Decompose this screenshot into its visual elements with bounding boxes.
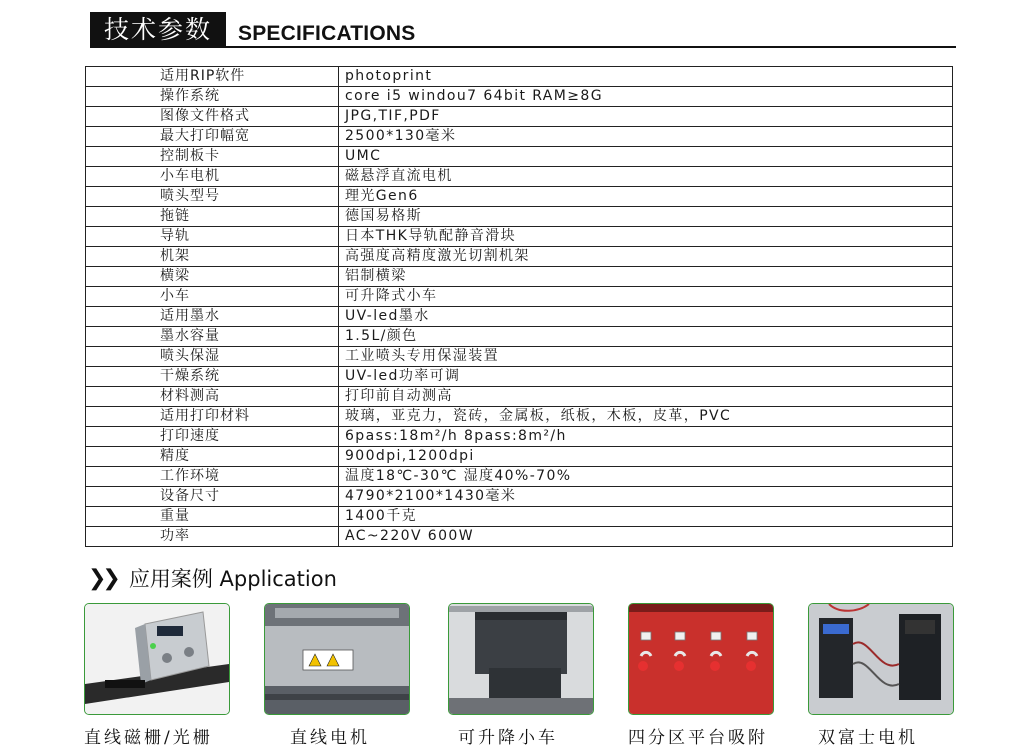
spec-value: 900dpi,1200dpi bbox=[339, 447, 953, 467]
spec-row bbox=[86, 467, 953, 487]
spec-row bbox=[86, 107, 953, 127]
spec-value: 磁悬浮直流电机 bbox=[339, 167, 953, 187]
spec-value: 玻璃，亚克力，瓷砖，金属板，纸板，木板，皮革，PVC bbox=[339, 407, 953, 427]
spec-row bbox=[86, 247, 953, 267]
spec-row bbox=[86, 167, 953, 187]
spec-value: UV-led墨水 bbox=[339, 307, 953, 327]
spec-label: 导轨 bbox=[86, 227, 339, 247]
spec-label: 精度 bbox=[86, 447, 339, 467]
spec-row bbox=[86, 127, 953, 147]
section-title-cn: 技术参数 bbox=[90, 12, 226, 47]
spec-row bbox=[86, 427, 953, 447]
spec-value: 温度18℃-30℃ 湿度40%-70% bbox=[339, 467, 953, 487]
spec-row bbox=[86, 207, 953, 227]
spec-label: 喷头保湿 bbox=[86, 347, 339, 367]
application-caption: 可升降小车 bbox=[458, 728, 558, 748]
spec-label: 拖链 bbox=[86, 207, 339, 227]
spec-row bbox=[86, 267, 953, 287]
spec-value: 6pass:18m²/h 8pass:8m²/h bbox=[339, 427, 953, 447]
spec-label: 适用墨水 bbox=[86, 307, 339, 327]
spec-value: core i5 windou7 64bit RAM≥8G bbox=[339, 87, 953, 107]
section-title-en: SPECIFICATIONS bbox=[238, 22, 416, 45]
spec-row bbox=[86, 487, 953, 507]
spec-value: 1.5L/颜色 bbox=[339, 327, 953, 347]
application-card bbox=[628, 603, 774, 748]
spec-value: 德国易格斯 bbox=[339, 207, 953, 227]
linear-motor-photo bbox=[264, 603, 410, 715]
spec-value: photoprint bbox=[339, 67, 953, 87]
spec-value: 4790*2100*1430毫米 bbox=[339, 487, 953, 507]
spec-row bbox=[86, 227, 953, 247]
fuji-motor-photo bbox=[808, 603, 954, 715]
spec-label: 工作环境 bbox=[86, 467, 339, 487]
spec-label: 干燥系统 bbox=[86, 367, 339, 387]
application-caption: 双富士电机 bbox=[818, 728, 918, 748]
vacuum-platform-photo bbox=[628, 603, 774, 715]
spec-row bbox=[86, 367, 953, 387]
spec-row bbox=[86, 327, 953, 347]
spec-row bbox=[86, 187, 953, 207]
spec-row bbox=[86, 527, 953, 547]
linear-encoder-photo bbox=[84, 603, 230, 715]
application-card bbox=[264, 603, 410, 748]
spec-row bbox=[86, 307, 953, 327]
application-card bbox=[84, 603, 230, 748]
spec-value: UV-led功率可调 bbox=[339, 367, 953, 387]
spec-label: 打印速度 bbox=[86, 427, 339, 447]
spec-label: 设备尺寸 bbox=[86, 487, 339, 507]
spec-value: 理光Gen6 bbox=[339, 187, 953, 207]
application-caption: 直线电机 bbox=[290, 728, 370, 748]
spec-value: 铝制横梁 bbox=[339, 267, 953, 287]
spec-row bbox=[86, 67, 953, 87]
spec-row bbox=[86, 87, 953, 107]
spec-label: 喷头型号 bbox=[86, 187, 339, 207]
spec-value: AC~220V 600W bbox=[339, 527, 953, 547]
spec-label: 机架 bbox=[86, 247, 339, 267]
spec-value: 高强度高精度激光切割机架 bbox=[339, 247, 953, 267]
spec-label: 横梁 bbox=[86, 267, 339, 287]
spec-label: 重量 bbox=[86, 507, 339, 527]
application-heading bbox=[88, 563, 337, 593]
spec-row bbox=[86, 507, 953, 527]
spec-value: 工业喷头专用保湿装置 bbox=[339, 347, 953, 367]
application-gallery bbox=[84, 603, 954, 748]
application-caption: 四分区平台吸附 bbox=[628, 728, 768, 748]
double-chevron-icon: ❯❯ bbox=[88, 565, 117, 591]
spec-value: 打印前自动测高 bbox=[339, 387, 953, 407]
spec-row bbox=[86, 287, 953, 307]
spec-label: 小车 bbox=[86, 287, 339, 307]
specifications-table bbox=[85, 66, 953, 547]
spec-label: 功率 bbox=[86, 527, 339, 547]
lifting-carriage-photo bbox=[448, 603, 594, 715]
spec-label: 图像文件格式 bbox=[86, 107, 339, 127]
spec-row bbox=[86, 387, 953, 407]
application-caption: 直线磁栅/光栅 bbox=[84, 728, 213, 748]
spec-value: 日本THK导轨配静音滑块 bbox=[339, 227, 953, 247]
spec-row bbox=[86, 347, 953, 367]
spec-value: 2500*130毫米 bbox=[339, 127, 953, 147]
spec-label: 适用打印材料 bbox=[86, 407, 339, 427]
application-card bbox=[808, 603, 954, 748]
spec-label: 材料测高 bbox=[86, 387, 339, 407]
spec-label: 小车电机 bbox=[86, 167, 339, 187]
application-title: 应用案例 Application bbox=[128, 567, 337, 591]
spec-row bbox=[86, 447, 953, 467]
application-card bbox=[448, 603, 594, 748]
spec-value: 可升降式小车 bbox=[339, 287, 953, 307]
spec-label: 控制板卡 bbox=[86, 147, 339, 167]
spec-label: 最大打印幅宽 bbox=[86, 127, 339, 147]
spec-value: 1400千克 bbox=[339, 507, 953, 527]
header-divider bbox=[90, 46, 956, 48]
spec-value: UMC bbox=[339, 147, 953, 167]
spec-label: 墨水容量 bbox=[86, 327, 339, 347]
spec-value: JPG,TIF,PDF bbox=[339, 107, 953, 127]
spec-label: 操作系统 bbox=[86, 87, 339, 107]
spec-row bbox=[86, 147, 953, 167]
spec-row bbox=[86, 407, 953, 427]
spec-label: 适用RIP软件 bbox=[86, 67, 339, 87]
